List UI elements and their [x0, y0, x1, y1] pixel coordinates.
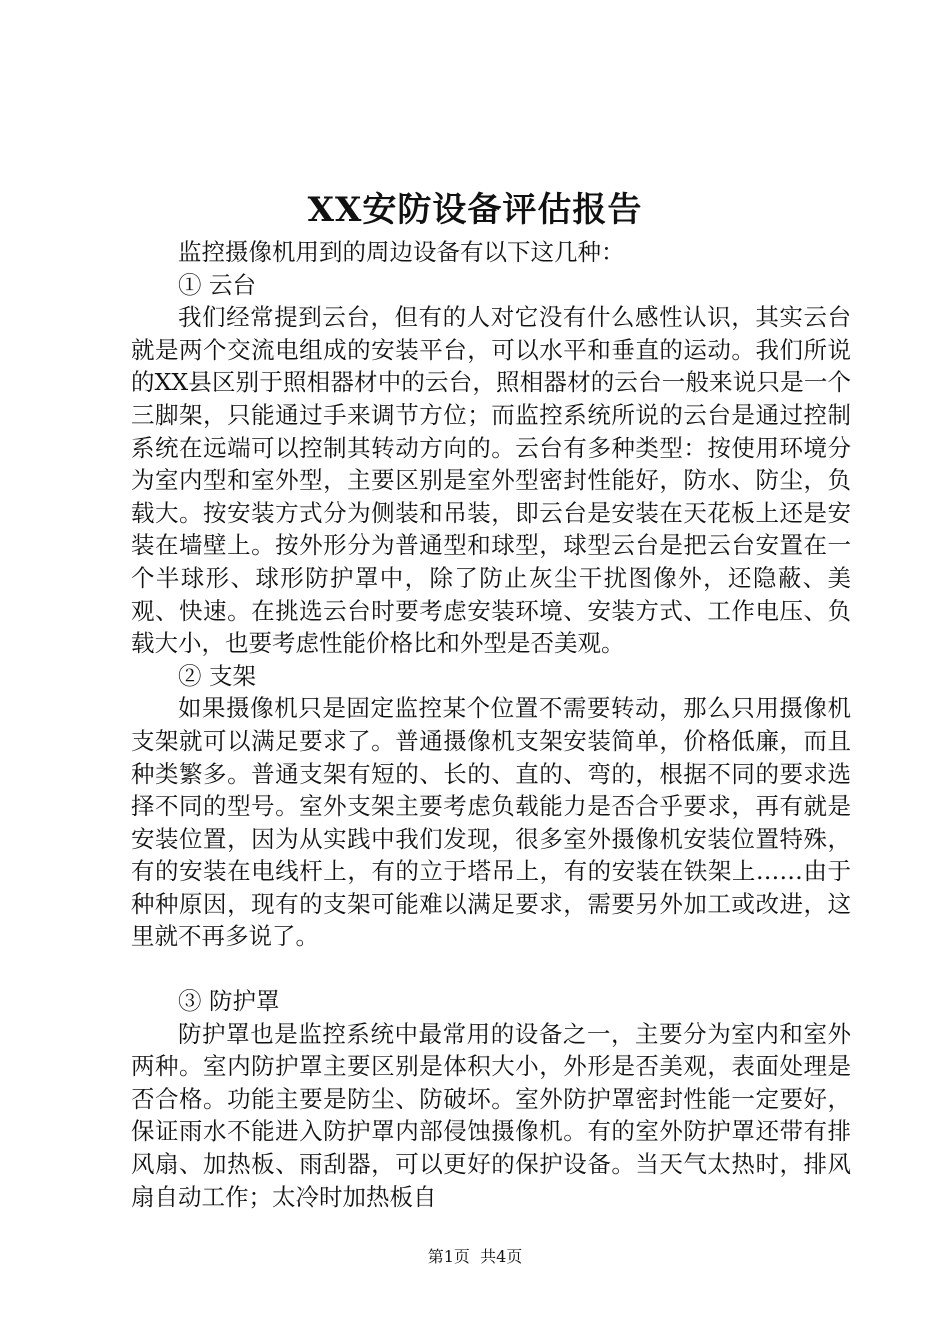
intro-paragraph: 监控摄像机用到的周边设备有以下这几种： — [178, 238, 625, 266]
housing-paragraph: 防护罩也是监控系统中最常用的设备之一，主要分为室内和室外两种。室内防护罩主要区别是体积大小，外形是否美观，表面处理是否合格。功能主要是防尘、防破坏。室外防护罩密封性能一定要好，保证雨水不能进入防护罩内部侵蚀摄像机。有的室外防护罩还带有排风扇、加热板、雨刮器，可以更好的保护设备。当天气太热时，排风扇自动工作；太冷时加热板自 — [131, 1019, 851, 1211]
page-footer — [0, 1246, 950, 1268]
document-body — [131, 236, 851, 1213]
section-heading-housing: ③ 防护罩 — [178, 987, 280, 1016]
page-number: 第1页 — [427, 1247, 470, 1266]
section-heading-bracket: ② 支架 — [178, 661, 256, 690]
footer-spacer — [470, 1247, 480, 1266]
document-title: XX安防设备评估报告 — [307, 190, 643, 230]
paragraph-gap — [131, 953, 851, 985]
page-total: 共4页 — [480, 1247, 523, 1266]
bracket-paragraph: 如果摄像机只是固定监控某个位置不需要转动，那么只用摄像机支架就可以满足要求了。普通摄像机支架安装简单，价格低廉，而且种类繁多。普通支架有短的、长的、直的、弯的，根据不同的要求选择不同的型号。室外支架主要考虑负载能力是否合乎要求，再有就是安装位置，因为从实践中我们发现，很多室外摄像机安装位置特殊，有的安装在电线杆上，有的立于塔吊上，有的安装在铁架上……由于种种原因，现有的支架可能难以满足要求，需要另外加工或改进，这里就不再多说了。 — [131, 694, 851, 951]
pan-tilt-paragraph: 我们经常提到云台，但有的人对它没有什么感性认识，其实云台就是两个交流电组成的安装平台，可以水平和垂直的运动。我们所说的XX县区别于照相器材中的云台，照相器材的云台一般来说只是一个三脚架，只能通过手来调节方位；而监控系统所说的云台是通过控制系统在远端可以控制其转动方向的。云台有多种类型：按使用环境分为室内型和室外型，主要区别是室外型密封性能好，防水、防尘，负载大。按安装方式分为侧装和吊装，即云台是安装在天花板上还是安装在墙壁上。按外形分为普通型和球型，球型云台是把云台安置在一个半球形、球形防护罩中，除了防止灰尘干扰图像外，还隐蔽、美观、快速。在挑选云台时要考虑安装环境、安装方式、工作电压、负载大小，也要考虑性能价格比和外型是否美观。 — [131, 303, 851, 658]
section-heading-pan-tilt: ① 云台 — [178, 270, 256, 299]
